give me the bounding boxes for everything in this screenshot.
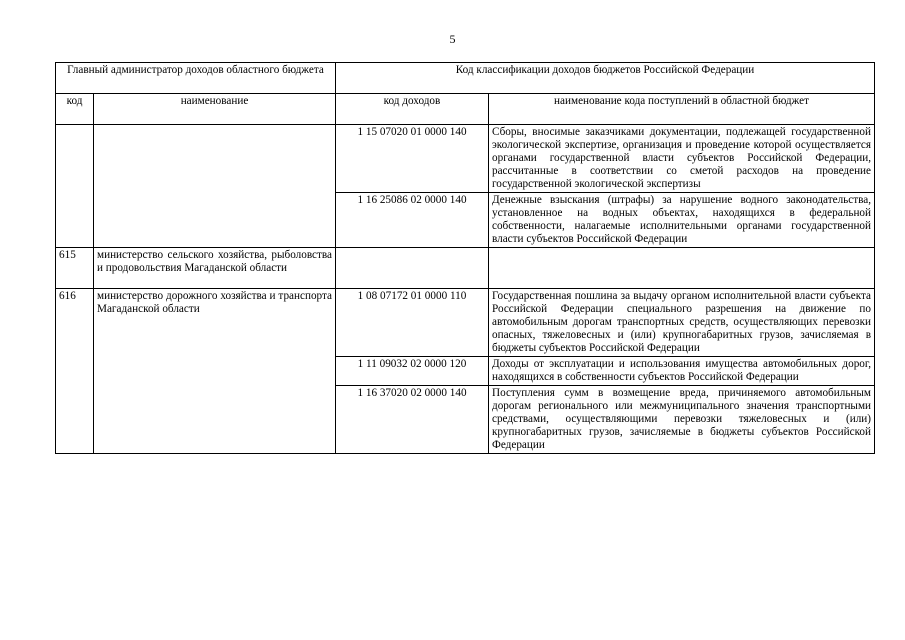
header-admin-group: Главный администратор доходов областного бюджета — [56, 63, 336, 94]
page-number: 5 — [449, 32, 456, 46]
admin-name-cell: министерство дорожного хозяйства и транспорта Магаданской области — [94, 289, 336, 454]
income-name-cell: Сборы, вносимые заказчиками документации, подлежащей государственной экологической экспертизе, организация и проведение которой осуществляется органами государственной власти субъектов Российской Федерации, рассчитанные в соответствии со сметой расходов на проведение государственной экологической экспертизы — [489, 125, 875, 193]
header-code: код — [56, 94, 94, 125]
income-code-cell: 1 08 07172 01 0000 110 — [336, 289, 489, 357]
income-name-cell: Доходы от эксплуатации и использования имущества автомобильных дорог, находящихся в собственности субъектов Российской Федерации — [489, 357, 875, 386]
table-row — [56, 125, 875, 193]
income-name-cell: Поступления сумм в возмещение вреда, причиняемого автомобильным дорогам регионального или межмуниципального значения транспортными средствами, осуществляющими перевозки тяжеловесных и (или) крупногабаритных грузов, зачисляемые в бюджеты субъектов Российской Федерации — [489, 386, 875, 454]
income-name-cell: Государственная пошлина за выдачу органом исполнительной власти субъекта Российской Федерации специального разрешения на движение по автомобильным дорогам транспортных средств, осуществляющих перевозки опасных, тяжеловесных и (или) крупногабаритных грузов, зачисляемая в бюджеты субъектов Российской Федерации — [489, 289, 875, 357]
header-name: наименование — [94, 94, 336, 125]
admin-code-cell: 615 — [56, 248, 94, 289]
header-row-groups — [56, 63, 875, 94]
header-income-name: наименование кода поступлений в областной бюджет — [489, 94, 875, 125]
income-code-cell: 1 11 09032 02 0000 120 — [336, 357, 489, 386]
income-code-cell — [336, 248, 489, 289]
header-row-columns — [56, 94, 875, 125]
income-code-cell: 1 16 25086 02 0000 140 — [336, 193, 489, 248]
admin-code-cell — [56, 125, 94, 248]
income-name-cell: Денежные взыскания (штрафы) за нарушение водного законодательства, установленное на водных объектах, находящихся в федеральной собственности, налагаемые исполнительными органами государственной власти субъектов Российской Федерации — [489, 193, 875, 248]
header-income-code: код доходов — [336, 94, 489, 125]
table-row — [56, 248, 875, 289]
income-code-cell: 1 15 07020 01 0000 140 — [336, 125, 489, 193]
income-name-cell — [489, 248, 875, 289]
admin-code-cell: 616 — [56, 289, 94, 454]
table-row — [56, 289, 875, 357]
admin-name-cell — [94, 125, 336, 248]
income-code-cell: 1 16 37020 02 0000 140 — [336, 386, 489, 454]
income-classification-table — [55, 62, 875, 454]
admin-name-cell: министерство сельского хозяйства, рыболовства и продовольствия Магаданской области — [94, 248, 336, 289]
header-classification-group: Код классификации доходов бюджетов Российской Федерации — [336, 63, 875, 94]
